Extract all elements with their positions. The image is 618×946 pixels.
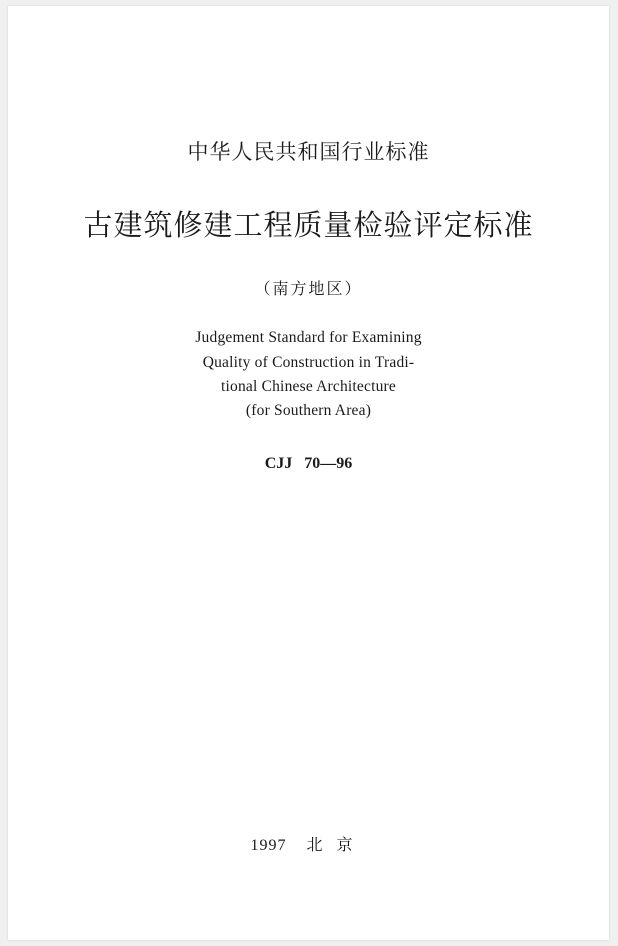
english-title-line-4: (for Southern Area) <box>245 402 372 419</box>
english-title-line-2: Quality of Construction in Tradi- <box>202 354 415 371</box>
publication-year: 1997 <box>250 837 287 854</box>
english-title-line-1: Judgement Standard for Examining <box>195 329 422 346</box>
english-title-line-3: tional Chinese Architecture <box>221 378 396 395</box>
standard-code: CJJ 70—96 <box>264 455 353 472</box>
region-subtitle: （南方地区） <box>254 279 363 298</box>
series-title: 中华人民共和国行业标准 <box>187 140 430 164</box>
publication-footer <box>8 832 609 855</box>
cover-page <box>8 6 609 940</box>
publication-city: 北京 <box>306 835 367 854</box>
main-title: 古建筑修建工程质量检验评定标准 <box>83 208 534 242</box>
